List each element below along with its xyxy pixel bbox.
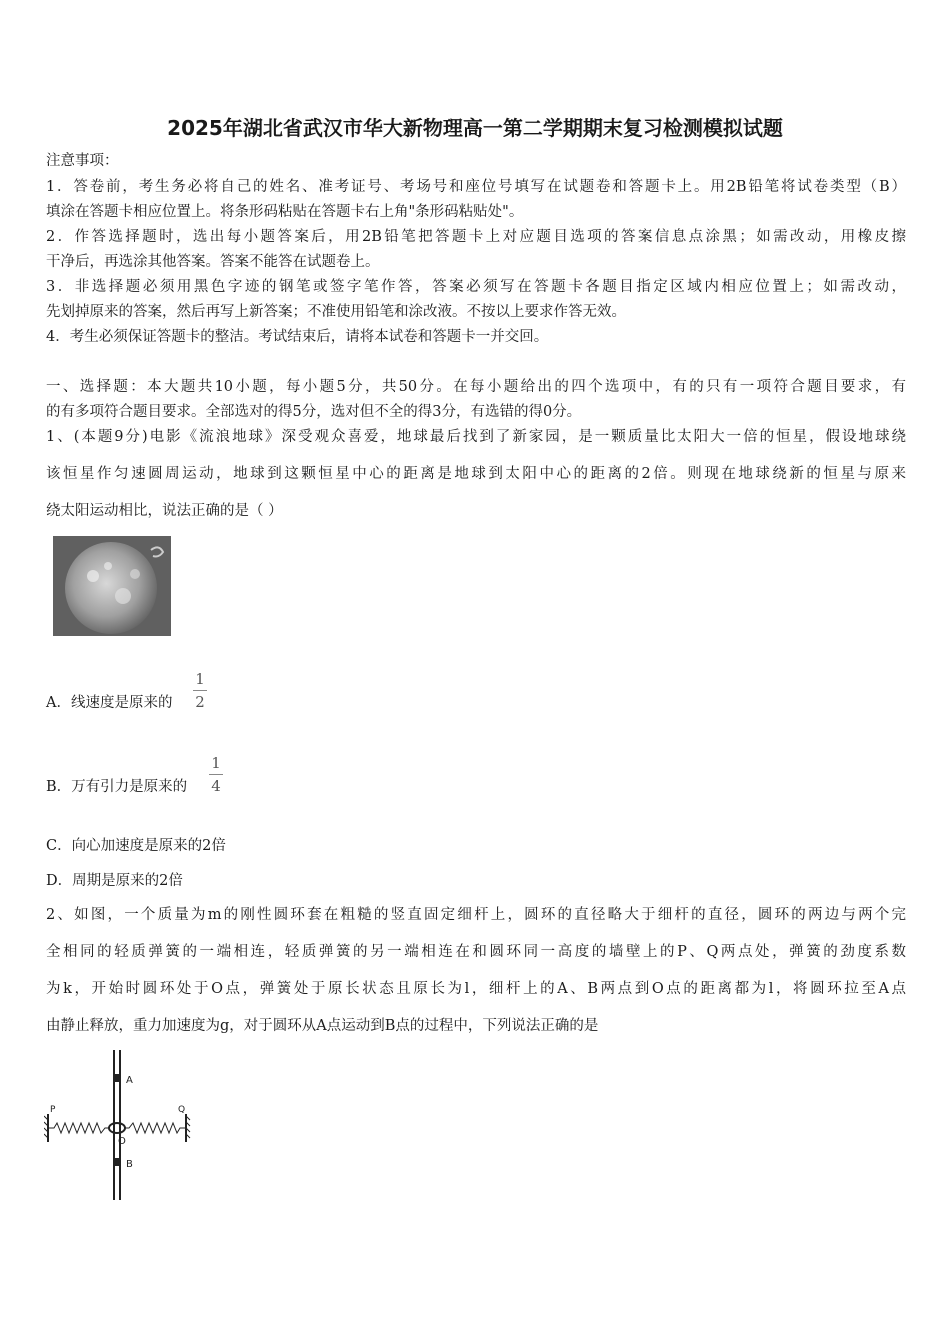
q2-line3: 为k，开始时圆环处于O点，弹簧处于原长状态且原长为l，细杆上的A、B两点到O点的距离都为l，将圆环拉至A点 bbox=[46, 981, 906, 997]
fraction-denominator: 2 bbox=[195, 693, 205, 711]
notice-heading: 注意事项： bbox=[46, 153, 119, 169]
notice-2a: 2．作答选择题时，选出每小题答案后，用2B铅笔把答题卡上对应题目选项的答案信息点涂黑；如需改动，用橡皮擦 bbox=[46, 229, 906, 245]
q2-line2: 全相同的轻质弹簧的一端相连，轻质弹簧的另一端相连在和圆环同一高度的墙壁上的P、Q两点处，弹簧的劲度系数 bbox=[46, 944, 906, 960]
sun-image bbox=[53, 536, 171, 636]
q2-line1: 2、如图，一个质量为m的刚性圆环套在粗糙的竖直固定细杆上，圆环的直径略大于细杆的直径，圆环的两边与两个完 bbox=[46, 907, 906, 923]
notice-2b: 干净后，再选涂其他答案。答案不能答在试题卷上。 bbox=[46, 254, 380, 270]
spring-ring-figure bbox=[44, 1046, 204, 1210]
q1-option-c: C．向心加速度是原来的2倍 bbox=[46, 838, 226, 854]
q2-line4: 由静止释放，重力加速度为g，对于圆环从A点运动到B点的过程中，下列说法正确的是 bbox=[46, 1018, 599, 1034]
label-b: B bbox=[126, 1159, 133, 1170]
fraction-half bbox=[193, 670, 207, 711]
notice-3a: 3．非选择题必须用黑色字迹的钢笔或签字笔作答，答案必须写在答题卡各题目指定区域内相应位置上；如需改动， bbox=[46, 279, 906, 295]
q1-option-b: B．万有引力是原来的 bbox=[46, 779, 188, 795]
q1-line1: 1、(本题9分)电影《流浪地球》深受观众喜爱，地球最后找到了新家园，是一颗质量比太阳大一倍的恒星，假设地球绕 bbox=[46, 429, 906, 445]
notice-4: 4．考生必须保证答题卡的整洁。考试结束后，请将本试卷和答题卡一并交回。 bbox=[46, 329, 549, 345]
section1-line2: 的有多项符合题目要求。全部选对的得5分，选对但不全的得3分，有选错的得0分。 bbox=[46, 404, 582, 420]
label-a: A bbox=[126, 1075, 133, 1086]
label-p: P bbox=[50, 1105, 56, 1115]
q1-option-d: D．周期是原来的2倍 bbox=[46, 873, 183, 889]
notice-3b: 先划掉原来的答案，然后再写上新答案；不准使用铅笔和涂改液。不按以上要求作答无效。 bbox=[46, 304, 626, 320]
q1-line3: 绕太阳运动相比，说法正确的是（ ） bbox=[46, 503, 283, 519]
label-q: Q bbox=[178, 1105, 186, 1115]
page-title: 2025年湖北省武汉市华大新物理高一第二学期期末复习检测模拟试题 bbox=[167, 116, 783, 140]
fraction-numerator: 1 bbox=[211, 754, 221, 772]
label-o: O bbox=[118, 1136, 126, 1147]
fraction-quarter bbox=[209, 754, 223, 795]
section1-line1: 一、选择题：本大题共10小题，每小题5分，共50分。在每小题给出的四个选项中，有的只有一项符合题目要求，有 bbox=[46, 379, 906, 395]
notice-1b: 填涂在答题卡相应位置上。将条形码粘贴在答题卡右上角"条形码粘贴处"。 bbox=[46, 204, 524, 220]
q1-line2: 该恒星作匀速圆周运动，地球到这颗恒星中心的距离是地球到太阳中心的距离的2倍。则现在地球绕新的恒星与原来 bbox=[46, 466, 906, 482]
fraction-numerator: 1 bbox=[195, 670, 205, 688]
q1-option-a: A．线速度是原来的 bbox=[46, 695, 173, 711]
fraction-denominator: 4 bbox=[211, 777, 221, 795]
notice-1a: 1．答卷前，考生务必将自己的姓名、准考证号、考场号和座位号填写在试题卷和答题卡上。用2B铅笔将试卷类型（B） bbox=[46, 179, 906, 195]
